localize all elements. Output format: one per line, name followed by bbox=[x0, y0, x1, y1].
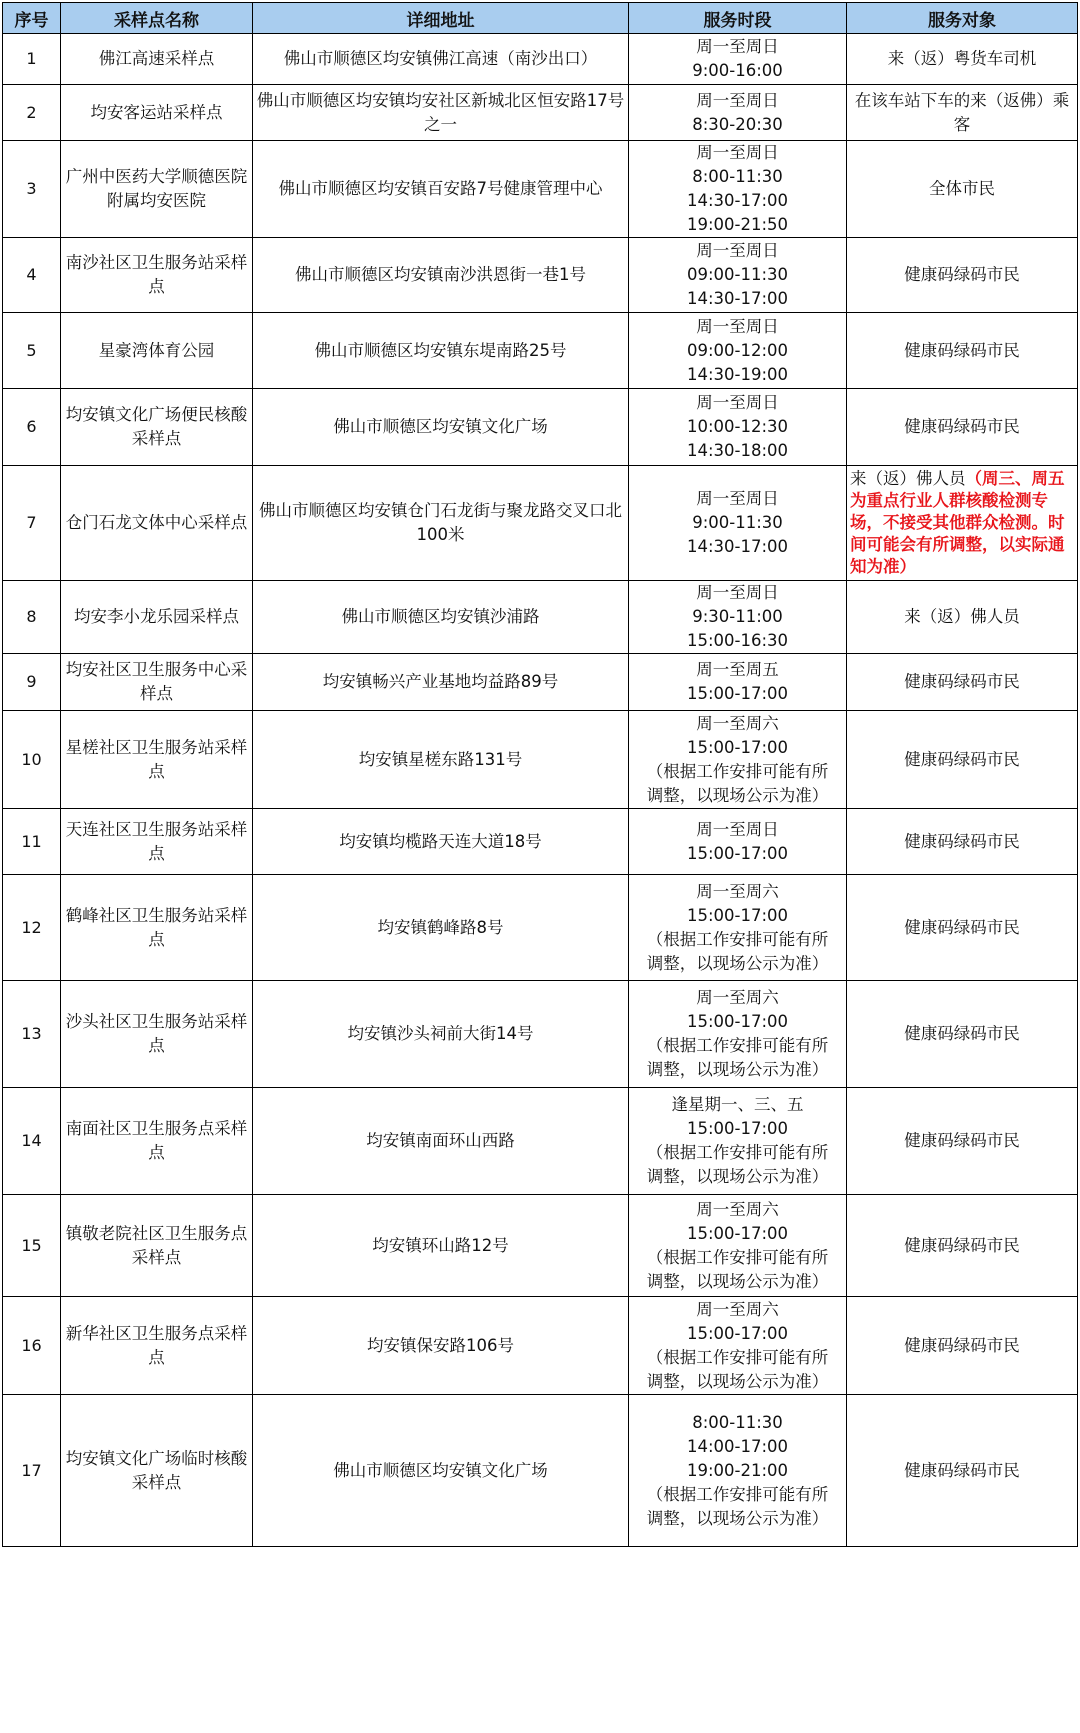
service-time bbox=[629, 711, 847, 809]
service-target-text: 来（返）佛人员 bbox=[850, 469, 966, 488]
table-row bbox=[3, 34, 1078, 85]
table-row bbox=[3, 1195, 1078, 1297]
service-time bbox=[629, 1088, 847, 1195]
service-target-text: 来（返）粤货车司机 bbox=[887, 49, 1037, 68]
site-name-text: 均安李小龙乐园采样点 bbox=[74, 607, 239, 626]
row-index-text: 2 bbox=[26, 102, 37, 122]
service-target bbox=[847, 1297, 1078, 1395]
site-address-text: 均安镇畅兴产业基地均益路89号 bbox=[322, 672, 559, 691]
site-name bbox=[61, 313, 253, 389]
service-target-text: 全体市民 bbox=[929, 179, 995, 198]
service-time-line: 逢星期一、三、五 bbox=[671, 1095, 804, 1114]
table-row bbox=[3, 581, 1078, 654]
service-time-line: 周一至周日 bbox=[696, 316, 779, 336]
site-name bbox=[61, 34, 253, 85]
site-address-text: 佛山市顺德区均安镇文化广场 bbox=[333, 1460, 548, 1480]
service-time bbox=[629, 654, 847, 711]
service-time bbox=[629, 85, 847, 141]
site-name bbox=[61, 141, 253, 238]
row-index bbox=[3, 1088, 61, 1195]
header-index: 序号 bbox=[3, 3, 61, 34]
site-address bbox=[253, 85, 629, 141]
site-address-text: 佛山市顺德区均安镇南沙洪恩街一巷1号 bbox=[295, 265, 586, 284]
site-address bbox=[253, 313, 629, 389]
table-row bbox=[3, 141, 1078, 238]
site-address-text: 均安镇南面环山西路 bbox=[366, 1131, 515, 1150]
site-name bbox=[61, 1195, 253, 1297]
service-target bbox=[847, 85, 1078, 141]
site-address-text: 均安镇沙头祠前大街14号 bbox=[347, 1024, 534, 1043]
service-time bbox=[629, 313, 847, 389]
service-time-line: 14:00-17:00 bbox=[686, 1436, 789, 1456]
row-index bbox=[3, 238, 61, 313]
service-time-line: 19:00-21:50 bbox=[686, 215, 789, 234]
site-address bbox=[253, 238, 629, 313]
header-address: 详细地址 bbox=[253, 3, 629, 34]
site-name-text: 南面社区卫生服务点采样点 bbox=[65, 1119, 248, 1162]
site-address-text: 均安镇保安路106号 bbox=[367, 1335, 514, 1355]
site-name bbox=[61, 809, 253, 875]
row-index-text: 14 bbox=[21, 1131, 42, 1150]
service-time-line: 15:00-17:00 bbox=[686, 905, 789, 925]
service-time-line: 周一至周日 bbox=[696, 489, 779, 508]
service-time-line: 15:00-17:00 bbox=[686, 1323, 789, 1343]
service-target bbox=[847, 466, 1078, 581]
site-name bbox=[61, 711, 253, 809]
service-time-line: 8:30-20:30 bbox=[692, 114, 783, 134]
row-index-text: 10 bbox=[21, 749, 42, 769]
site-name bbox=[61, 581, 253, 654]
service-target-text: 健康码绿码市民 bbox=[904, 917, 1020, 937]
service-time bbox=[629, 875, 847, 981]
row-index bbox=[3, 809, 61, 875]
row-index-text: 11 bbox=[21, 831, 42, 851]
table-row bbox=[3, 981, 1078, 1088]
service-time-line: 周一至周日 bbox=[696, 819, 779, 839]
service-target bbox=[847, 809, 1078, 875]
service-time-line: 周一至周六 bbox=[696, 1199, 779, 1219]
site-name bbox=[61, 1088, 253, 1195]
site-address bbox=[253, 981, 629, 1088]
site-name-text: 沙头社区卫生服务站采样点 bbox=[65, 1012, 248, 1055]
row-index-text: 9 bbox=[26, 672, 37, 691]
service-time-line: 14:30-17:00 bbox=[686, 191, 789, 210]
service-time-line: 调整，以现场公示为准） bbox=[646, 1060, 829, 1079]
site-name-text: 仓门石龙文体中心采样点 bbox=[65, 513, 248, 532]
service-time-line: 调整，以现场公示为准） bbox=[646, 1271, 829, 1291]
table-row bbox=[3, 875, 1078, 981]
service-time-line: 9:00-16:00 bbox=[692, 61, 783, 80]
service-time-line: 19:00-21:00 bbox=[686, 1460, 789, 1480]
service-target bbox=[847, 581, 1078, 654]
service-target-text: 在该车站下车的来（返佛）乘客 bbox=[854, 90, 1070, 134]
service-time-line: （根据工作安排可能有所 bbox=[646, 929, 829, 949]
service-time-line: 14:30-17:00 bbox=[686, 537, 789, 556]
site-name-text: 均安镇文化广场便民核酸采样点 bbox=[65, 405, 248, 448]
table-row bbox=[3, 711, 1078, 809]
service-time-line: 15:00-16:30 bbox=[686, 631, 789, 650]
site-name-text: 均安社区卫生服务中心采样点 bbox=[65, 660, 248, 703]
service-time bbox=[629, 389, 847, 466]
service-target-text: 健康码绿码市民 bbox=[904, 1024, 1020, 1043]
service-time-line: 14:30-19:00 bbox=[686, 364, 789, 384]
row-index-text: 3 bbox=[26, 179, 37, 198]
service-time-line: 周一至周日 bbox=[696, 241, 779, 260]
site-name bbox=[61, 85, 253, 141]
site-name bbox=[61, 466, 253, 581]
site-name-text: 星槎社区卫生服务站采样点 bbox=[65, 737, 248, 781]
service-time-line: 周一至周日 bbox=[696, 393, 779, 412]
service-time-line: 09:00-11:30 bbox=[686, 265, 789, 284]
row-index bbox=[3, 141, 61, 238]
service-time-line: （根据工作安排可能有所 bbox=[646, 1484, 829, 1504]
service-target-note: （周三、周五为重点行业人群核酸检测专场，不接受其他群众检测。时间可能会有所调整，以实际通知为准） bbox=[850, 469, 1065, 576]
row-index-text: 12 bbox=[21, 917, 42, 937]
site-name-text: 鹤峰社区卫生服务站采样点 bbox=[65, 905, 248, 949]
row-index bbox=[3, 34, 61, 85]
row-index bbox=[3, 711, 61, 809]
service-time-line: （根据工作安排可能有所 bbox=[646, 1143, 829, 1162]
service-time bbox=[629, 581, 847, 654]
service-time-line: 9:30-11:00 bbox=[692, 607, 783, 626]
site-name-text: 镇敬老院社区卫生服务点采样点 bbox=[65, 1223, 248, 1267]
row-index-text: 16 bbox=[21, 1335, 42, 1355]
service-time-line: 调整，以现场公示为准） bbox=[646, 1167, 829, 1186]
service-time-line: 周一至周日 bbox=[696, 143, 779, 162]
site-address bbox=[253, 1395, 629, 1547]
service-time-line: 周一至周六 bbox=[696, 988, 779, 1007]
table-row bbox=[3, 466, 1078, 581]
header-name: 采样点名称 bbox=[61, 3, 253, 34]
site-address-text: 佛山市顺德区均安镇东堤南路25号 bbox=[314, 340, 567, 360]
table-row bbox=[3, 389, 1078, 466]
site-address-text: 佛山市顺德区均安镇佛江高速（南沙出口） bbox=[283, 49, 598, 68]
site-address bbox=[253, 711, 629, 809]
service-time-line: 周一至周六 bbox=[696, 881, 779, 901]
service-target-text: 健康码绿码市民 bbox=[904, 265, 1020, 284]
service-target-text: 健康码绿码市民 bbox=[904, 749, 1020, 769]
header-time: 服务时段 bbox=[629, 3, 847, 34]
service-time-line: 调整，以现场公示为准） bbox=[646, 1371, 829, 1391]
service-time-line: 14:30-18:00 bbox=[686, 441, 789, 460]
site-name bbox=[61, 1297, 253, 1395]
service-target bbox=[847, 34, 1078, 85]
service-time-line: （根据工作安排可能有所 bbox=[646, 1347, 829, 1367]
site-name-text: 佛江高速采样点 bbox=[98, 49, 215, 68]
header-row bbox=[3, 3, 1078, 34]
service-target-text: 健康码绿码市民 bbox=[904, 340, 1020, 360]
row-index bbox=[3, 981, 61, 1088]
service-time bbox=[629, 1297, 847, 1395]
site-name-text: 星豪湾体育公园 bbox=[98, 340, 215, 360]
header-target: 服务对象 bbox=[847, 3, 1078, 34]
table-row bbox=[3, 1088, 1078, 1195]
service-target-text: 健康码绿码市民 bbox=[904, 1235, 1020, 1255]
service-target bbox=[847, 1395, 1078, 1547]
service-time-line: 14:30-17:00 bbox=[686, 289, 789, 308]
site-address-text: 均安镇均榄路天连大道18号 bbox=[339, 831, 542, 851]
site-name bbox=[61, 238, 253, 313]
row-index bbox=[3, 313, 61, 389]
service-target bbox=[847, 141, 1078, 238]
site-address-text: 均安镇环山路12号 bbox=[372, 1235, 509, 1255]
service-time-line: 15:00-17:00 bbox=[686, 737, 789, 757]
site-address bbox=[253, 1088, 629, 1195]
site-name bbox=[61, 389, 253, 466]
service-time bbox=[629, 809, 847, 875]
site-address bbox=[253, 389, 629, 466]
site-name-text: 天连社区卫生服务站采样点 bbox=[65, 819, 248, 863]
service-target-text: 健康码绿码市民 bbox=[904, 1460, 1020, 1480]
site-address bbox=[253, 654, 629, 711]
service-time bbox=[629, 238, 847, 313]
service-time-line: 8:00-11:30 bbox=[692, 167, 783, 186]
row-index bbox=[3, 466, 61, 581]
service-time-line: （根据工作安排可能有所 bbox=[646, 761, 829, 781]
row-index-text: 1 bbox=[26, 49, 37, 68]
service-time-line: 周一至周六 bbox=[696, 713, 779, 733]
site-address-text: 佛山市顺德区均安镇均安社区新城北区恒安路17号之一 bbox=[256, 90, 625, 134]
service-time-line: 周一至周五 bbox=[696, 660, 779, 679]
table-row bbox=[3, 313, 1078, 389]
row-index-text: 7 bbox=[26, 513, 37, 532]
service-time-line: 周一至周日 bbox=[696, 37, 779, 56]
service-time bbox=[629, 34, 847, 85]
service-time-line: 周一至周日 bbox=[696, 583, 779, 602]
service-target bbox=[847, 238, 1078, 313]
service-time bbox=[629, 1195, 847, 1297]
service-target bbox=[847, 313, 1078, 389]
sampling-points-table bbox=[2, 2, 1078, 1547]
service-time bbox=[629, 981, 847, 1088]
site-address bbox=[253, 34, 629, 85]
service-time-line: 15:00-17:00 bbox=[686, 843, 789, 863]
site-address bbox=[253, 1297, 629, 1395]
service-time-line: 周一至周六 bbox=[696, 1299, 779, 1319]
row-index bbox=[3, 1297, 61, 1395]
service-target bbox=[847, 875, 1078, 981]
row-index bbox=[3, 654, 61, 711]
service-target bbox=[847, 981, 1078, 1088]
site-name bbox=[61, 875, 253, 981]
table-row bbox=[3, 85, 1078, 141]
site-address bbox=[253, 875, 629, 981]
site-name-text: 广州中医药大学顺德医院附属均安医院 bbox=[65, 167, 248, 210]
service-target-text: 健康码绿码市民 bbox=[904, 1131, 1020, 1150]
table-row bbox=[3, 654, 1078, 711]
service-time bbox=[629, 466, 847, 581]
service-time-line: 15:00-17:00 bbox=[686, 1119, 789, 1138]
service-time-line: 周一至周日 bbox=[696, 90, 779, 110]
service-target-text: 健康码绿码市民 bbox=[904, 1335, 1020, 1355]
row-index-text: 15 bbox=[21, 1235, 42, 1255]
row-index bbox=[3, 581, 61, 654]
service-time-line: 调整，以现场公示为准） bbox=[646, 953, 829, 973]
table-row bbox=[3, 1297, 1078, 1395]
row-index bbox=[3, 1395, 61, 1547]
service-time-line: 15:00-17:00 bbox=[686, 1223, 789, 1243]
service-time-line: （根据工作安排可能有所 bbox=[646, 1036, 829, 1055]
service-target bbox=[847, 654, 1078, 711]
site-name-text: 均安镇文化广场临时核酸采样点 bbox=[65, 1448, 248, 1492]
row-index bbox=[3, 389, 61, 466]
service-time-line: 9:00-11:30 bbox=[692, 513, 783, 532]
service-target bbox=[847, 1195, 1078, 1297]
service-target bbox=[847, 389, 1078, 466]
service-target bbox=[847, 711, 1078, 809]
site-address-text: 佛山市顺德区均安镇仓门石龙街与聚龙路交叉口北100米 bbox=[259, 501, 622, 544]
site-name-text: 新华社区卫生服务点采样点 bbox=[65, 1323, 248, 1367]
service-time-line: （根据工作安排可能有所 bbox=[646, 1247, 829, 1267]
site-name bbox=[61, 1395, 253, 1547]
row-index bbox=[3, 875, 61, 981]
service-time-line: 09:00-12:00 bbox=[686, 340, 789, 360]
service-time-line: 15:00-17:00 bbox=[686, 1012, 789, 1031]
service-target bbox=[847, 1088, 1078, 1195]
service-time-line: 10:00-12:30 bbox=[686, 417, 789, 436]
service-target-text: 健康码绿码市民 bbox=[904, 831, 1020, 851]
table-row bbox=[3, 238, 1078, 313]
row-index-text: 17 bbox=[21, 1460, 42, 1480]
site-name-text: 均安客运站采样点 bbox=[90, 102, 223, 122]
site-address bbox=[253, 581, 629, 654]
service-time bbox=[629, 1395, 847, 1547]
row-index-text: 8 bbox=[26, 607, 37, 626]
service-time-line: 调整，以现场公示为准） bbox=[646, 785, 829, 805]
site-address-text: 佛山市顺德区均安镇沙浦路 bbox=[341, 607, 540, 626]
site-address bbox=[253, 466, 629, 581]
row-index-text: 5 bbox=[26, 340, 37, 360]
site-address-text: 均安镇鹤峰路8号 bbox=[377, 917, 504, 937]
service-target-text: 健康码绿码市民 bbox=[904, 672, 1020, 691]
site-name bbox=[61, 654, 253, 711]
service-time bbox=[629, 141, 847, 238]
table-row bbox=[3, 809, 1078, 875]
site-address bbox=[253, 141, 629, 238]
row-index-text: 4 bbox=[26, 265, 37, 284]
service-target-text: 健康码绿码市民 bbox=[904, 417, 1020, 436]
site-name bbox=[61, 981, 253, 1088]
site-name-text: 南沙社区卫生服务站采样点 bbox=[65, 253, 248, 296]
site-address bbox=[253, 809, 629, 875]
row-index-text: 6 bbox=[26, 417, 37, 436]
site-address bbox=[253, 1195, 629, 1297]
service-target-text: 来（返）佛人员 bbox=[904, 607, 1020, 626]
row-index-text: 13 bbox=[21, 1024, 42, 1043]
table-row bbox=[3, 1395, 1078, 1547]
service-time-line: 8:00-11:30 bbox=[692, 1412, 783, 1432]
service-time-line: 15:00-17:00 bbox=[686, 684, 789, 703]
row-index bbox=[3, 1195, 61, 1297]
site-address-text: 佛山市顺德区均安镇百安路7号健康管理中心 bbox=[278, 179, 603, 198]
row-index bbox=[3, 85, 61, 141]
service-time-line: 调整，以现场公示为准） bbox=[646, 1508, 829, 1528]
site-address-text: 均安镇星槎东路131号 bbox=[358, 749, 523, 769]
site-address-text: 佛山市顺德区均安镇文化广场 bbox=[333, 417, 548, 436]
